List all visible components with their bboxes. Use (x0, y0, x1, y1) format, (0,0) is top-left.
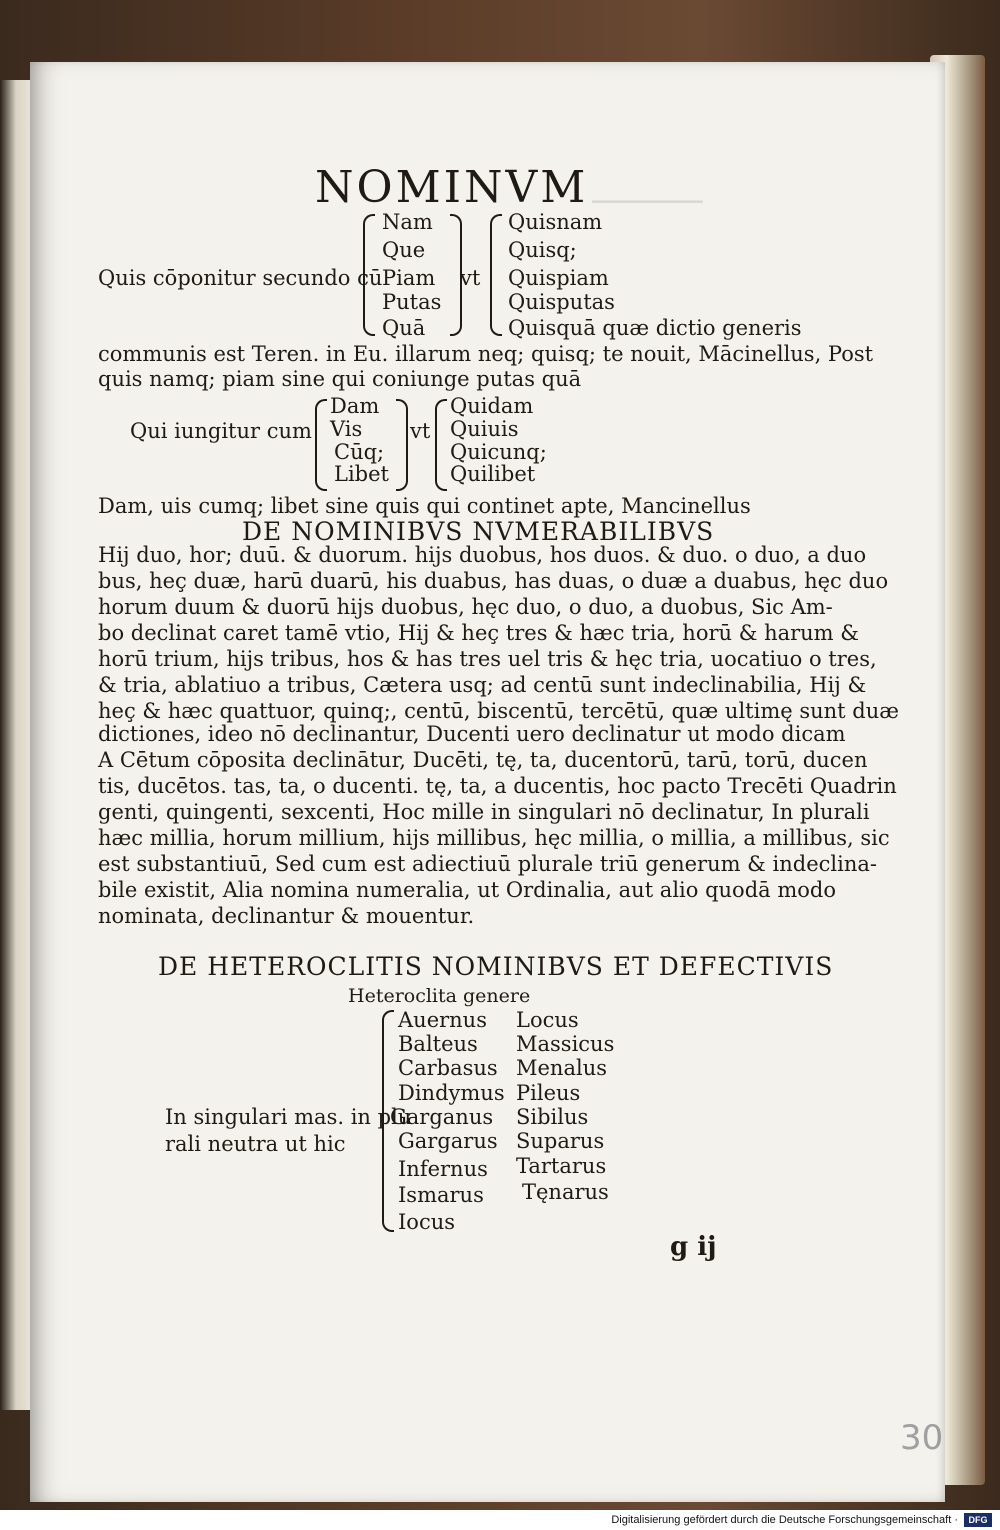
body-line: dictiones, ideo nō declinantur, Ducenti uero declinatur ut modo dicam (98, 722, 846, 746)
section1-left-1: Que (382, 238, 426, 262)
section1-right-4: Quisquā quæ dictio generis (508, 316, 802, 340)
section2-right-2: Quicunq; (450, 440, 547, 464)
brace-left-2b (435, 399, 447, 491)
signature-mark: g ij (670, 1232, 717, 1262)
section2-left-1: Vis (330, 417, 363, 441)
col1-item: Garganus (390, 1105, 494, 1129)
col1-item: Auernus (398, 1008, 487, 1032)
section1-cont-2: quis namq; piam sine qui coniunge putas quā (98, 367, 582, 391)
col2-item: Tartarus (516, 1154, 607, 1178)
body-line: bile existit, Alia nomina numeralia, ut Ordinalia, aut alio quodā modo (98, 878, 836, 902)
digitization-footer (0, 1510, 1000, 1530)
body-line: est substantiuū, Sed cum est adiectiuū plurale triū generum & indeclina- (98, 852, 877, 876)
body-line: genti, quingenti, sexcenti, Hoc mille in singulari nō declinatur, In plurali (98, 800, 870, 824)
section1-ut: vt (460, 266, 481, 290)
heteroclitis-intro-2: rali neutra ut hic (165, 1132, 346, 1156)
body-line: tis, ducētos. tas, ta, o ducenti. tę, ta, a ducentis, hoc pacto Trecēti Quadrin (98, 774, 897, 798)
book-page: ⸻ NOMINVM Quis cōponitur secundo cū Nam Que Piam Putas Quā vt Quisnam Quisq; Quispiam Quisputas Quisquā quæ dictio generis communis est Teren. in Eu. illarum neq; quisq; te nouit, Mācinellus, Post quis namq; piam sine qui coniunge putas quā Qui iungitur cum Dam Vis Cūq; Libet vt Quidam Quiuis Quicunq; Quilibet Dam, uis cumq; libet sine quis qui continet apte, Mancinellus DE NOMINIBVS NVMERABILIBVS Hij duo, hor; duū. & duorum. hijs duobus, hos duos. & duo. o duo, a duo bus, heç duæ, harū duarū, his duabus, has duas, o duæ a duabus, hęc duo horum duum & duorū hijs duobus, hęc duo, o duo, a duobus, Sic Am- bo declinat caret tamē vtio, Hij & heç tres & hæc tria, horū & harum & horū trium, hijs tribus, hos & has tres uel tris & hęc tria, uocatiuo o tres, & tria, ablatiuo a tribus, Cætera usq; ad centū sunt indeclinabilia, Hij & heç & hæc quattuor, quinq;, centū, biscentū, tercētū, quæ ultimę sunt duæ dictiones, ideo nō declinantur, Ducenti uero declinatur ut modo dicam A Cētum cōposita declinātur, Ducēti, tę, ta, ducentorū, tarū, torū, ducen tis, ducētos. tas, ta, o ducenti. tę, ta, a ducentis, hoc pacto Trecēti Quadrin genti, quingenti, sexcenti, Hoc mille in singulari nō declinatur, In plurali hæc millia, horum millium, hijs millibus, hęc millia, o millia, a millibus, sic est substantiuū, Sed cum est adiectiuū plurale triū generum & indeclina- bile existit, Alia nomina numeralia, ut Ordinalia, aut alio quodā modo nominata, declinantur & mouentur. DE HETEROCLITIS NOMINIBVS ET DEFECTIVIS Heteroclita genere In singulari mas. in plu rali neutra ut hic Auernus Balteus Carbasus Dindymus Garganus Gargarus Infernus Ismarus Iocus Locus Massicus Menalus Pileus Sibilus Suparus Tartarus Tęnarus g ij (30, 62, 945, 1502)
col1-item: Iocus (398, 1210, 456, 1234)
brace-left-2a (315, 399, 327, 491)
section1-left-3: Putas (382, 290, 442, 314)
heteroclitis-intro-1: In singulari mas. in plu (165, 1105, 412, 1129)
col1-item: Infernus (398, 1157, 488, 1181)
section2-ut: vt (410, 419, 431, 443)
section2-left-0: Dam (330, 394, 380, 418)
body-line: heç & hæc quattuor, quinq;, centū, biscentū, tercētū, quæ ultimę sunt duæ (98, 699, 899, 723)
page-number: 30 (900, 1418, 944, 1458)
body-line: & tria, ablatiuo a tribus, Cætera usq; ad centū sunt indeclinabilia, Hij & (98, 673, 867, 697)
section2-left-2: Cūq; (334, 440, 385, 464)
body-line: nominata, declinantur & mouentur. (98, 904, 475, 928)
col1-item: Balteus (398, 1032, 478, 1056)
col2-item: Locus (516, 1008, 579, 1032)
section1-left-4: Quā (382, 316, 426, 340)
body-line: bus, heç duæ, harū duarū, his duabus, has duas, o duæ a duabus, hęc duo (98, 569, 889, 593)
col2-item: Pileus (516, 1081, 581, 1105)
section1-right-3: Quisputas (508, 290, 615, 314)
body-line: Hij duo, hor; duū. & duorum. hijs duobus, hos duos. & duo. o duo, a duo (98, 543, 867, 567)
heading-heteroclitis: DE HETEROCLITIS NOMINIBVS ET DEFECTIVIS (158, 952, 834, 981)
body-line: horū trium, hijs tribus, hos & has tres uel tris & hęc tria, uocatiuo o tres, (98, 647, 877, 671)
section2-right-0: Quidam (450, 394, 534, 418)
col1-item: Dindymus (398, 1081, 505, 1105)
section1-cont-1: communis est Teren. in Eu. illarum neq; quisq; te nouit, Mācinellus, Post (98, 342, 874, 366)
col2-item: Sibilus (516, 1105, 589, 1129)
col2-item: Massicus (516, 1032, 615, 1056)
section2-right-3: Quilibet (450, 462, 536, 486)
body-line: hæc millia, horum millium, hijs millibus, hęc millia, o millia, a millibus, sic (98, 826, 890, 850)
brace-right-2a (396, 399, 408, 491)
dfg-logo: DFG (964, 1513, 992, 1527)
section2-left-3: Libet (334, 462, 389, 486)
section1-right-1: Quisq; (508, 238, 577, 262)
brace-left-1a (363, 214, 375, 336)
body-line: bo declinat caret tamē vtio, Hij & heç tres & hæc tria, horū & harum & (98, 621, 859, 645)
section2-after: Dam, uis cumq; libet sine quis qui continet apte, Mancinellus (98, 494, 751, 518)
section1-intro: Quis cōponitur secundo cū (98, 266, 383, 290)
col1-item: Gargarus (398, 1129, 498, 1153)
section1-right-0: Quisnam (508, 210, 603, 234)
col2-item: Menalus (516, 1056, 607, 1080)
section2-intro: Qui iungitur cum (130, 419, 312, 443)
section1-left-0: Nam (382, 210, 433, 234)
footer-text: Digitalisierung gefördert durch die Deutsche Forschungsgemeinschaft · (611, 1514, 958, 1526)
heading-numerabilibus: DE NOMINIBVS NVMERABILIBVS (242, 517, 715, 546)
section1-left-2: Piam (382, 266, 436, 290)
page-title: NOMINVM (315, 162, 589, 213)
body-line: A Cētum cōposita declinātur, Ducēti, tę, ta, ducentorū, tarū, torū, ducen (98, 748, 868, 772)
body-line: horum duum & duorū hijs duobus, hęc duo, o duo, a duobus, Sic Am- (98, 595, 833, 619)
col1-item: Ismarus (398, 1183, 484, 1207)
section1-right-2: Quispiam (508, 266, 609, 290)
col2-item: Suparus (516, 1129, 605, 1153)
section2-right-1: Quiuis (450, 417, 519, 441)
brace-left-1b (490, 214, 502, 336)
col2-item: Tęnarus (522, 1180, 609, 1204)
subheading-heteroclita: Heteroclita genere (348, 985, 531, 1007)
col1-item: Carbasus (398, 1056, 498, 1080)
